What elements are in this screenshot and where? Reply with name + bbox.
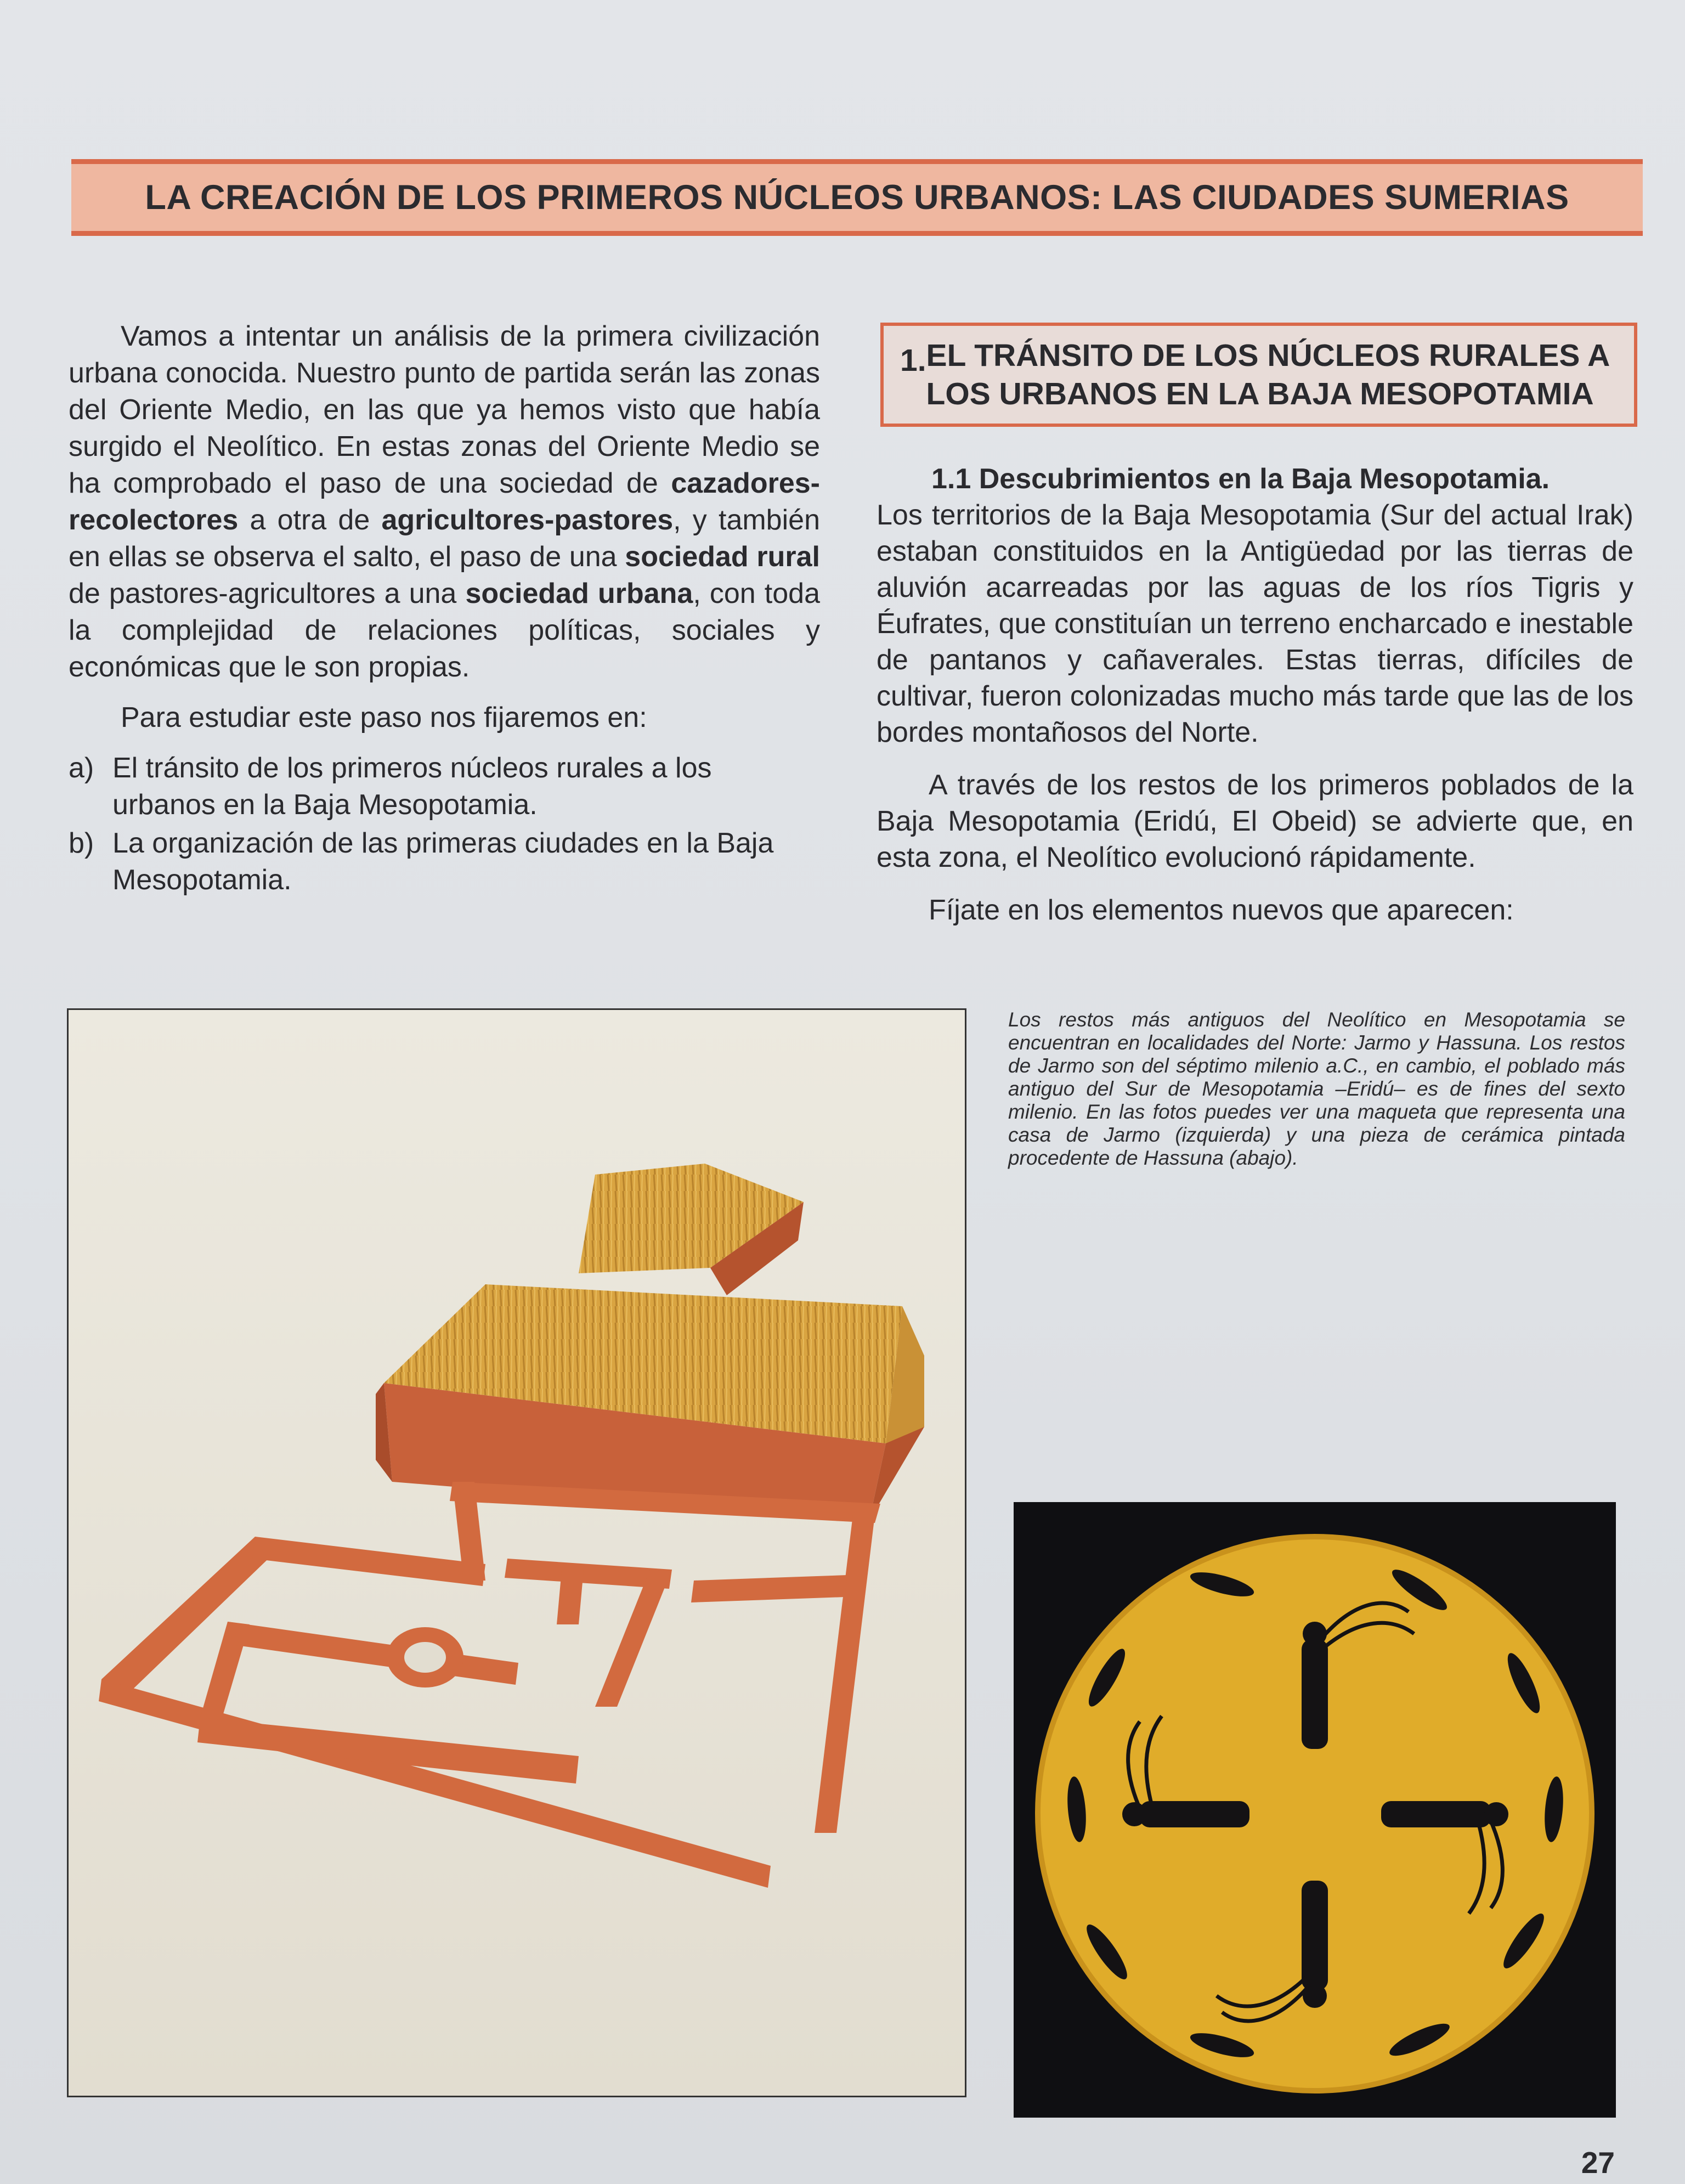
- list-item: [69, 750, 820, 823]
- section-number: 1.: [900, 343, 926, 378]
- list-marker: b): [69, 827, 94, 859]
- section-column: [877, 461, 1633, 945]
- intro-column: [69, 318, 820, 900]
- bold-term: agricultores-pastores: [381, 504, 674, 536]
- chapter-title: LA CREACIÓN DE LOS PRIMEROS NÚCLEOS URBANOS: LAS CIUDADES SUMERIAS: [145, 178, 1569, 217]
- photo-caption: Los restos más antiguos del Neolítico en Mesopotamia se encuentran en localidades del Norte: Jarmo y Hassuna. Los restos de Jarmo son del séptimo milenio a.C., en cambio, el poblado más antiguo del Sur de Mesopotamia –Eridú– es de fines del sexto milenio. En las fotos puedes ver una maqueta que representa una casa de Jarmo (izquierda) y una pieza de cerámica pintada procedente de Hassuna (abajo).: [1008, 1008, 1625, 1169]
- page-number: 27: [1581, 2146, 1615, 2180]
- list-text: La organización de las primeras ciudades en la Baja Mesopotamia.: [112, 827, 774, 896]
- section-paragraph-1: Los territorios de la Baja Mesopotamia (Sur del actual Irak) estaban constituidos en la Antigüedad por las tierras de aluvión acarreadas por las aguas de los ríos Tigris y Éufrates, que constituían un terreno encharcado e inestable de pantanos y cañaverales. Estas tierras, difíciles de cultivar, fueron colonizadas mucho más tarde que las de los bordes montañosos del Norte.: [877, 499, 1633, 748]
- subheading-paragraph: [877, 461, 1633, 497]
- section-title: EL TRÁNSITO DE LOS NÚCLEOS RURALES A LOS URBANOS EN LA BAJA MESOPOTAMIA: [926, 338, 1609, 411]
- section-paragraph-2: A través de los restos de los primeros poblados de la Baja Mesopotamia (Eridú, El Obeid) se advierte que, en esta zona, el Neolítico evolucionó rápidamente.: [877, 769, 1633, 873]
- section-paragraph-3: Fíjate en los elementos nuevos que aparecen:: [929, 894, 1514, 926]
- section-heading-box: [880, 323, 1637, 427]
- chapter-banner: [71, 159, 1643, 236]
- intro-paragraph-2: Para estudiar este paso nos fijaremos en:: [121, 702, 647, 733]
- jarmo-house-model-photo: [67, 1008, 966, 2097]
- bold-term: cazadores-recolectores: [69, 467, 820, 536]
- list-marker: a): [69, 752, 94, 784]
- subsection-heading: 1.1 Descubrimientos en la Baja Mesopotamia.: [931, 463, 1550, 495]
- painted-plate-illustration: [1014, 1502, 1616, 2118]
- bold-term: sociedad rural: [625, 541, 821, 573]
- bold-term: sociedad urbana: [465, 578, 693, 610]
- list-text: El tránsito de los primeros núcleos rurales a los urbanos en la Baja Mesopotamia.: [112, 752, 712, 821]
- list-item: [69, 825, 820, 899]
- intro-paragraph: Vamos a intentar un análisis de la primera civilización urbana conocida. Nuestro punto de partida serán las zonas del Oriente Medio, en las que ya hemos visto que había surgido el Neolítico. En estas zonas del Oriente Medio se ha comprobado el paso de una sociedad de cazadores-recolectores a otra de agricultores-pastores, y también en ellas se observa el salto, el paso de una sociedad rural de pastores-agricultores a una sociedad urbana, con toda la complejidad de relaciones políticas, sociales y económicas que le son propias.: [69, 320, 821, 683]
- hassuna-ceramic-photo: [1014, 1502, 1616, 2118]
- house-model-illustration: [69, 1010, 965, 2096]
